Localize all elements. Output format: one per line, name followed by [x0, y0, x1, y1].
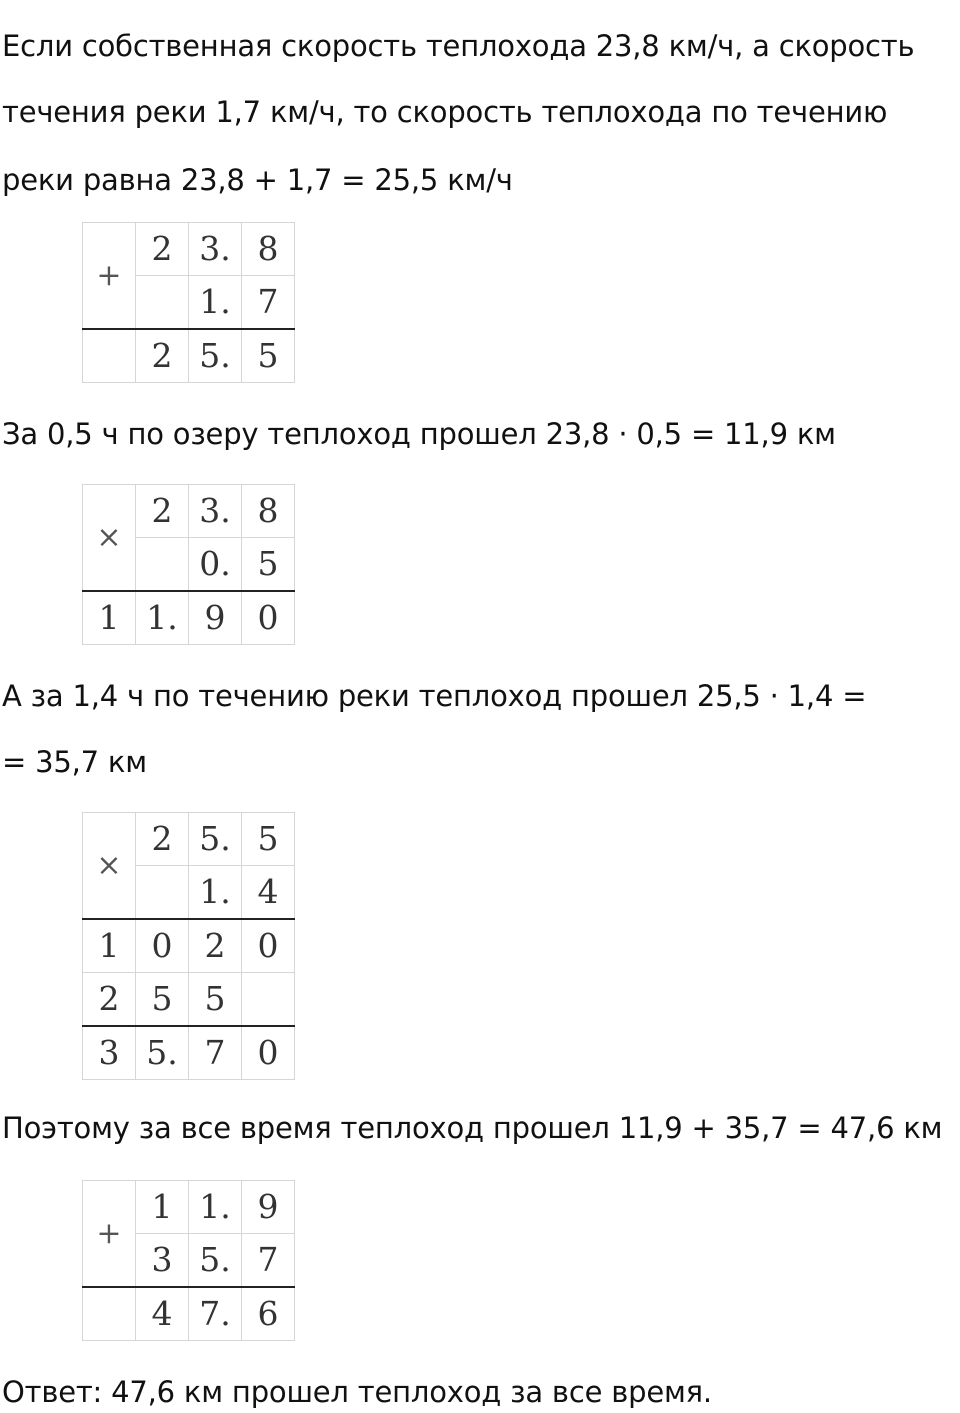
digit-cell: 0 [242, 1026, 295, 1080]
digit-cell: 3 [136, 1234, 189, 1288]
digit-cell: 4 [136, 1287, 189, 1341]
digit-cell: 5 [189, 973, 242, 1027]
digit-cell: 6 [242, 1287, 295, 1341]
digit-cell [242, 973, 295, 1027]
digit-cell: 8 [242, 485, 295, 538]
text-line: течения реки 1,7 км/ч, то скорость теплохода по течению [2, 95, 888, 129]
digit-cell: 1 [83, 919, 136, 973]
digit-cell: 7 [242, 1234, 295, 1288]
digit-cell: 8 [242, 223, 295, 276]
digit-cell: 5. [189, 1234, 242, 1288]
text-line: За 0,5 ч по озеру теплоход прошел 23,8 · 0,5 = 11,9 км [2, 417, 836, 451]
digit-cell: 5 [242, 813, 295, 866]
digit-cell: 0 [242, 919, 295, 973]
digit-cell: 5 [242, 538, 295, 592]
digit-cell: 1. [136, 591, 189, 645]
digit-cell: 1. [189, 866, 242, 920]
digit-cell: 7. [189, 1287, 242, 1341]
text-line: Если собственная скорость теплохода 23,8 км/ч, а скорость [2, 29, 915, 63]
digit-cell: 2 [83, 973, 136, 1027]
multiplication-table [82, 484, 295, 645]
text-line: = 35,7 км [2, 745, 147, 779]
digit-cell: 4 [242, 866, 295, 920]
digit-cell: 3 [83, 1026, 136, 1080]
digit-cell: 2 [136, 813, 189, 866]
digit-cell: 1 [83, 591, 136, 645]
digit-cell: 0 [136, 919, 189, 973]
digit-cell [136, 276, 189, 330]
digit-cell: 2 [136, 329, 189, 383]
digit-cell: 5. [189, 813, 242, 866]
text-line: реки равна 23,8 + 1,7 = 25,5 км/ч [2, 163, 513, 197]
digit-cell [136, 538, 189, 592]
addition-table [82, 1180, 295, 1341]
multiplication-table [82, 812, 295, 1080]
operator-times: × [83, 485, 136, 592]
digit-cell: 0 [242, 591, 295, 645]
digit-cell: 1. [189, 1181, 242, 1234]
digit-cell: 5. [136, 1026, 189, 1080]
digit-cell: 9 [242, 1181, 295, 1234]
digit-cell: 5 [136, 973, 189, 1027]
operator-plus: + [83, 1181, 136, 1288]
digit-cell: 3. [189, 223, 242, 276]
answer-line: Ответ: 47,6 км прошел теплоход за все время. [2, 1375, 712, 1409]
digit-cell: 3. [189, 485, 242, 538]
digit-cell: 7 [189, 1026, 242, 1080]
operator-times: × [83, 813, 136, 920]
digit-cell: 1 [136, 1181, 189, 1234]
operator-plus: + [83, 223, 136, 330]
digit-cell: 5. [189, 329, 242, 383]
digit-cell: 2 [136, 223, 189, 276]
digit-cell: 9 [189, 591, 242, 645]
addition-table [82, 222, 295, 383]
digit-cell: 5 [242, 329, 295, 383]
text-line: А за 1,4 ч по течению реки теплоход прошел 25,5 · 1,4 = [2, 679, 867, 713]
digit-cell: 7 [242, 276, 295, 330]
digit-cell [83, 1287, 136, 1341]
digit-cell: 2 [136, 485, 189, 538]
digit-cell: 1. [189, 276, 242, 330]
digit-cell: 2 [189, 919, 242, 973]
text-line: Поэтому за все время теплоход прошел 11,9 + 35,7 = 47,6 км [2, 1111, 943, 1145]
digit-cell [136, 866, 189, 920]
digit-cell: 0. [189, 538, 242, 592]
digit-cell [83, 329, 136, 383]
